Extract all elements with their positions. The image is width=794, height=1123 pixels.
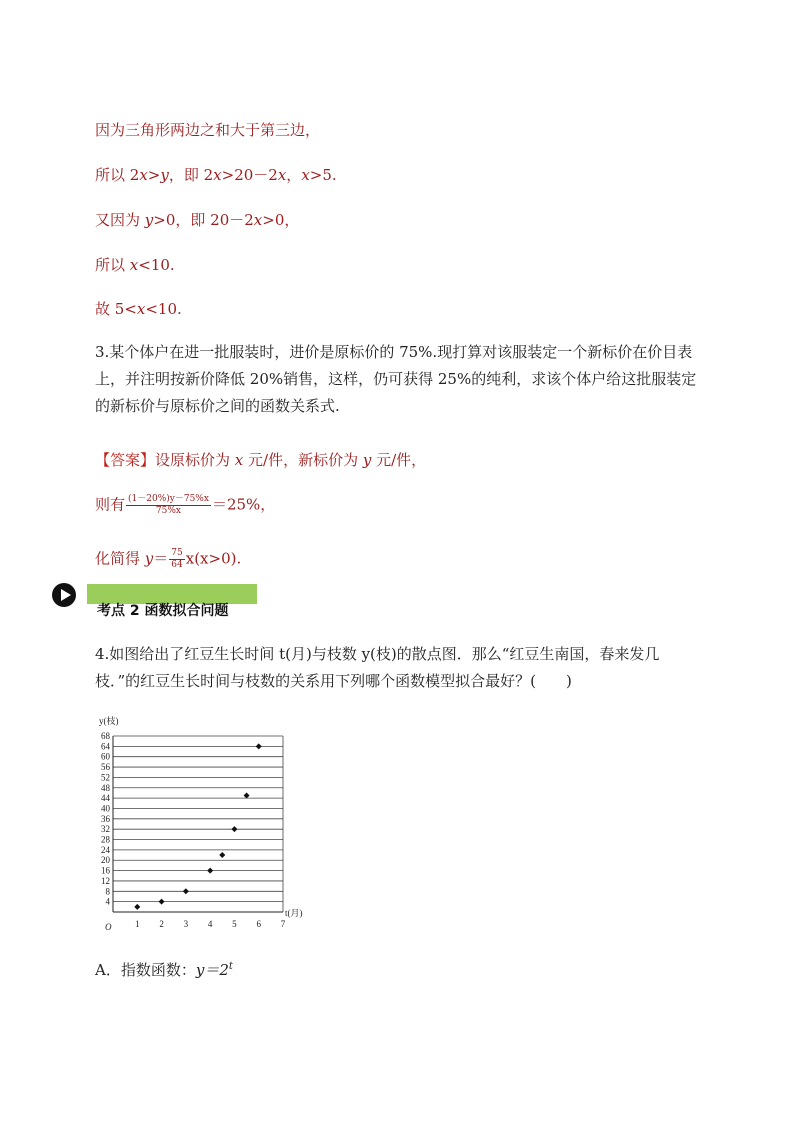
var: x [253, 211, 263, 229]
var: x [301, 166, 310, 184]
y-tick-label: 8 [105, 886, 110, 897]
data-point [159, 899, 165, 905]
var: x [213, 166, 222, 184]
reason-line [95, 120, 320, 140]
y-tick-label: 52 [101, 772, 110, 783]
data-point [207, 868, 213, 874]
reason-text: 因为三角形两边之和大于第三边， [95, 121, 321, 139]
option-a [95, 957, 233, 980]
tick-labels [101, 731, 286, 929]
text: >5. [309, 166, 337, 184]
y-tick-label: 68 [101, 731, 110, 741]
problem-3-text: 3.某个体户在进一批服装时，进价是原标价的 75%.现打算对该服装定一个新标价在价目表上，并注明按新价降低 20%销售，这样，仍可获得 25%的纯利，求该个体户给这批服装定的新标价与原标价之间的函数关系式. [95, 343, 697, 415]
answer-tag: 【答案】 [95, 451, 156, 469]
numerator: (1－20%)y－75%x [128, 494, 209, 504]
x-tick-label: 5 [232, 919, 237, 929]
text: <10. [145, 300, 182, 318]
text: 化简得 [95, 549, 145, 568]
text: 元/件，新标价为 [243, 451, 363, 469]
data-point [219, 852, 225, 858]
numerator: 75 [171, 548, 183, 558]
scatter-chart [95, 712, 325, 934]
y-tick-label: 56 [101, 762, 110, 773]
y-tick-label: 32 [101, 824, 110, 835]
y-axis-label: y(枝) [99, 716, 119, 726]
var: y [362, 451, 372, 469]
origin-label: O [105, 922, 112, 932]
x-tick-label: 2 [159, 919, 164, 929]
text: x(x>0). [185, 549, 242, 568]
data-points [134, 743, 261, 909]
section-title: 考点 2 函数拟合问题 [97, 603, 229, 619]
text: ＝ [153, 549, 169, 568]
option-label: A．指数函数： [95, 961, 196, 979]
y-tick-label: 4 [105, 896, 110, 907]
y-tick-label: 20 [101, 855, 110, 866]
data-point [231, 826, 237, 832]
data-point [244, 793, 250, 799]
y-tick-label: 44 [101, 793, 110, 804]
var: y [160, 166, 169, 184]
text: 所以 2 [95, 166, 140, 184]
y-tick-label: 48 [101, 782, 110, 793]
play-icon [52, 583, 76, 607]
text: 所以 [95, 256, 130, 274]
denominator: 75%x [155, 506, 182, 516]
var: x [234, 451, 244, 469]
text: ＝25%， [211, 495, 276, 514]
text: >0， [262, 211, 300, 229]
text: 又因为 [95, 211, 145, 229]
data-point [183, 888, 189, 894]
y-tick-label: 36 [101, 813, 110, 824]
text: ，即 2 [168, 166, 214, 184]
var: y [144, 549, 154, 568]
option-exponent: t [228, 961, 233, 972]
x-tick-label: 1 [135, 919, 140, 929]
var: x [129, 256, 139, 274]
x-tick-label: 3 [183, 919, 189, 929]
data-point [134, 904, 140, 910]
var: x [136, 300, 146, 318]
y-tick-label: 16 [101, 865, 110, 876]
equation-line-2 [95, 548, 241, 571]
y-tick-label: 12 [101, 875, 110, 886]
fraction [126, 494, 211, 517]
y-tick-label: 64 [101, 741, 110, 752]
grid-lines [113, 736, 283, 912]
fraction [169, 548, 184, 571]
y-tick-label: 28 [101, 834, 110, 845]
x-tick-label: 6 [256, 919, 261, 929]
var: x [139, 166, 148, 184]
text: >0，即 20－2 [153, 211, 254, 229]
text: >20－2 [221, 166, 278, 184]
x-tick-label: 4 [207, 919, 213, 929]
y-tick-label: 24 [101, 844, 110, 855]
text: 故 5< [95, 300, 137, 318]
denominator: 64 [171, 560, 183, 570]
x-tick-label: 7 [280, 919, 286, 929]
x-axis-label: t(月) [285, 908, 303, 918]
answer-line [95, 450, 426, 470]
conclusion-line [95, 299, 182, 319]
equation-line-1 [95, 494, 275, 517]
text: <10. [138, 256, 175, 274]
text: 设原标价为 [155, 451, 235, 469]
problem-4-text: 4.如图给出了红豆生长时间 t(月)与枝数 y(枝)的散点图．那么“红豆生南国，春来发几枝．”的红豆生长时间与枝数的关系用下列哪个函数模型拟合最好？( ) [95, 645, 660, 690]
data-point [256, 743, 262, 749]
inequality-line-1 [95, 165, 337, 185]
axes [113, 736, 283, 912]
text: > [147, 166, 161, 184]
option-formula: y＝2 [195, 961, 229, 979]
inequality-line-2 [95, 210, 299, 230]
text: 则有 [95, 495, 126, 514]
text: ， [286, 166, 302, 184]
text: 元/件， [371, 451, 427, 469]
inequality-line-3 [95, 255, 175, 275]
y-tick-label: 60 [101, 751, 110, 762]
var: x [277, 166, 287, 184]
var: y [144, 211, 154, 229]
y-tick-label: 40 [101, 803, 110, 814]
